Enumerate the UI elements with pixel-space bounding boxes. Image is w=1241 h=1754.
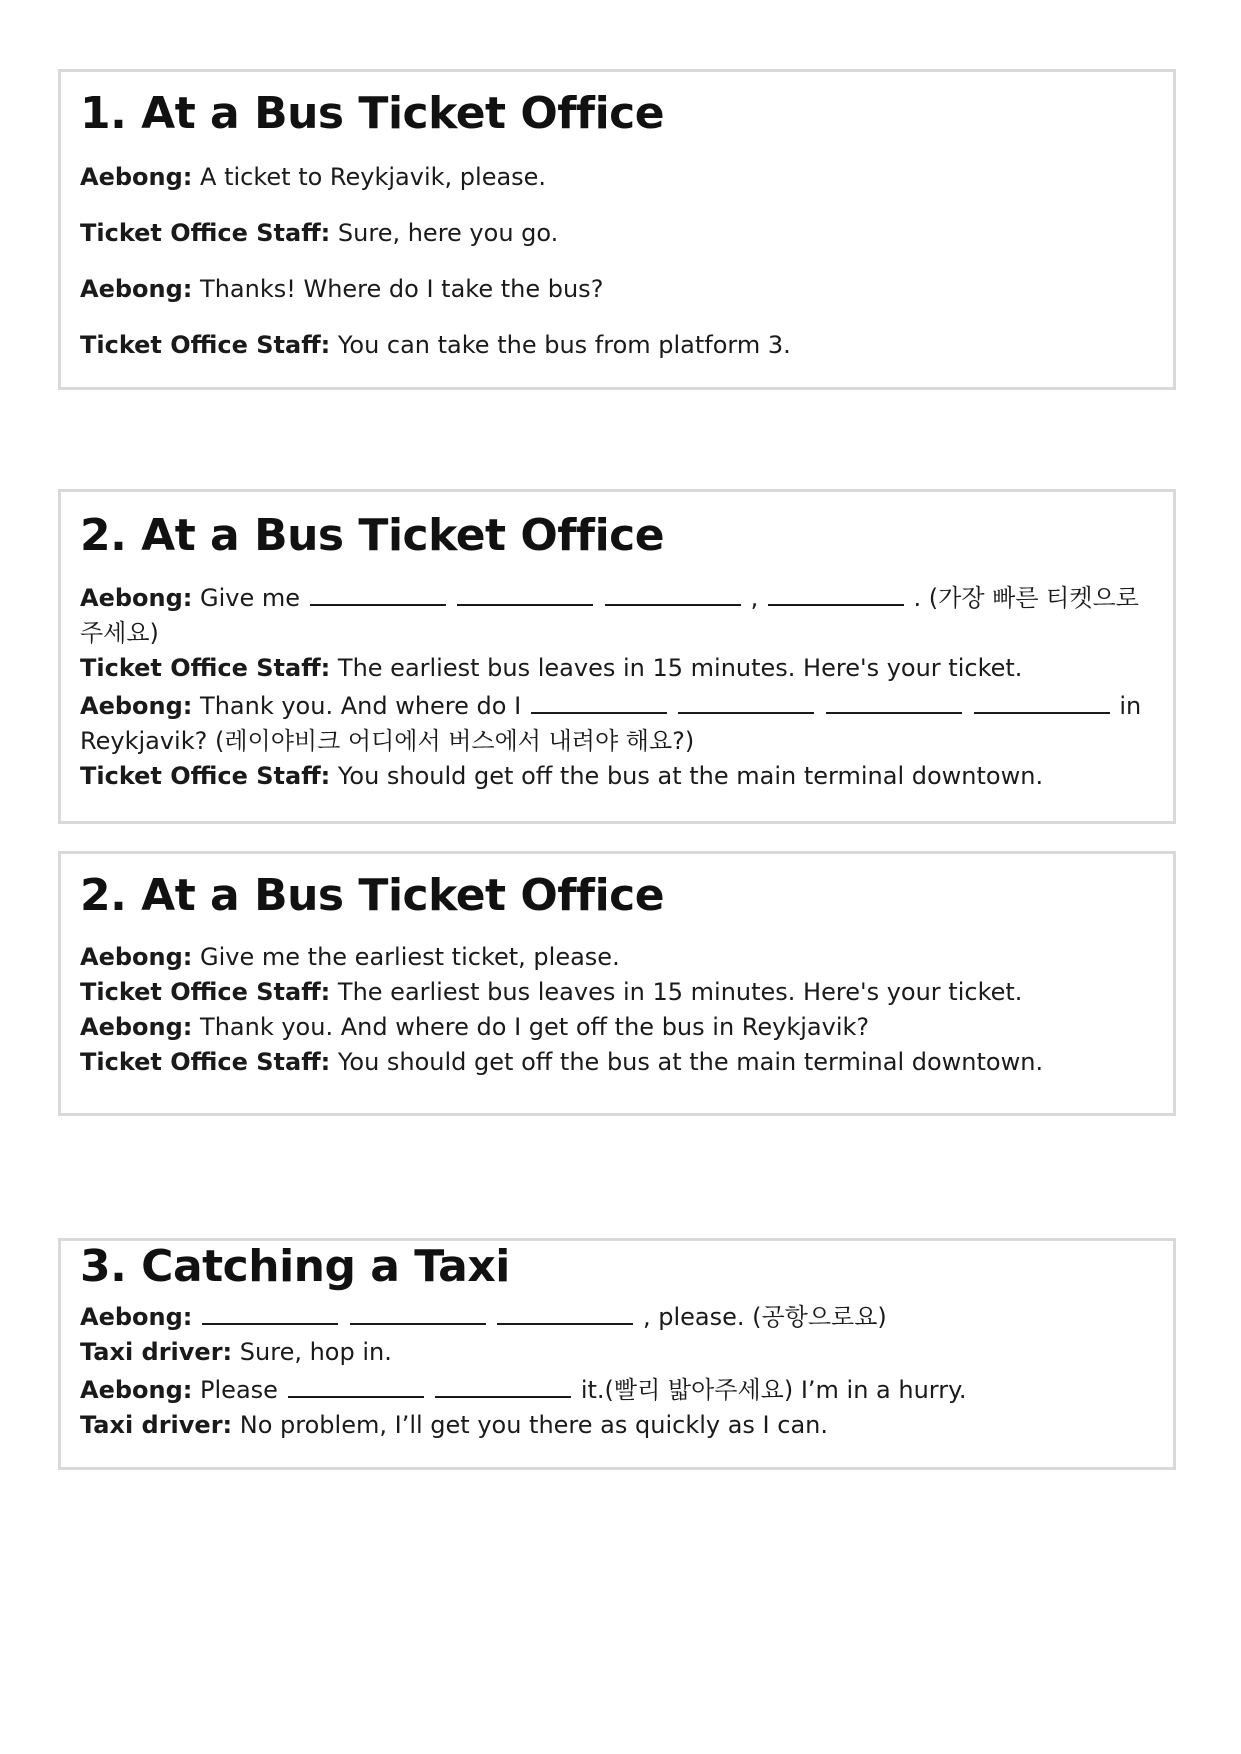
speaker-label: Aebong: (80, 1303, 193, 1331)
section-title: 3. Catching a Taxi (80, 1241, 510, 1292)
dialogue-text: . (가장 빠른 티켓으로 주세요) (80, 584, 1139, 647)
speaker-label: Ticket Office Staff: (80, 762, 331, 790)
dialogue-line (80, 272, 1154, 307)
speaker-label: Aebong: (80, 275, 193, 303)
dialogue-text: in Reykjavik? (레이야비크 어디에서 버스에서 내려야 해요?) (80, 692, 1142, 755)
speaker-label: Aebong: (80, 943, 193, 971)
dialogue-text: Sure, hop in. (239, 1338, 392, 1366)
dialogue-text: Give me the earliest ticket, please. (200, 943, 620, 971)
dialogue-line (80, 1297, 1154, 1335)
dialogue-line (80, 1045, 1154, 1080)
dialogue-line (80, 759, 1154, 794)
answer-blank[interactable] (497, 1297, 633, 1325)
dialogue-line (80, 1335, 1154, 1370)
dialogue-text: Please (200, 1376, 278, 1404)
dialogue-line (80, 975, 1154, 1010)
dialogue-card-catching-a-taxi (58, 1238, 1176, 1470)
dialogue-text: You can take the bus from platform 3. (337, 331, 791, 359)
dialogue-text: The earliest bus leaves in 15 minutes. Here's your ticket. (337, 978, 1023, 1006)
dialogue-text: The earliest bus leaves in 15 minutes. Here's your ticket. (337, 654, 1023, 682)
dialogue-line (80, 651, 1154, 686)
speaker-label: Ticket Office Staff: (80, 978, 331, 1006)
dialogue-line (80, 1010, 1154, 1045)
speaker-label: Aebong: (80, 584, 193, 612)
dialogue-card-bus-ticket-office-exercise (58, 489, 1176, 824)
dialogue-line (80, 578, 1154, 651)
dialogue-line (80, 328, 1154, 363)
speaker-label: Taxi driver: (80, 1338, 233, 1366)
speaker-label: Aebong: (80, 1376, 193, 1404)
answer-blank[interactable] (531, 686, 667, 714)
dialogue-text: it.(빨리 밟아주세요) I’m in a hurry. (580, 1376, 967, 1404)
dialogue-text: Thanks! Where do I take the bus? (200, 275, 604, 303)
dialogue-line (80, 1408, 1154, 1443)
answer-blank[interactable] (678, 686, 814, 714)
dialogue-text: You should get off the bus at the main terminal downtown. (337, 1048, 1044, 1076)
answer-blank[interactable] (435, 1370, 571, 1398)
dialogue-card-bus-ticket-office-1 (58, 69, 1176, 390)
answer-blank[interactable] (202, 1297, 338, 1325)
dialogue-text: Give me (200, 584, 301, 612)
dialogue-text: Thank you. And where do I get off the bus in Reykjavik? (200, 1013, 870, 1041)
dialogue-text: A ticket to Reykjavik, please. (200, 163, 547, 191)
dialogue-line (80, 1370, 1154, 1408)
answer-blank[interactable] (288, 1370, 424, 1398)
dialogue-text: , (750, 584, 759, 612)
dialogue-text: Sure, here you go. (337, 219, 559, 247)
speaker-label: Aebong: (80, 692, 193, 720)
dialogue-line (80, 686, 1154, 759)
answer-blank[interactable] (310, 578, 446, 606)
dialogue-line (80, 216, 1154, 251)
speaker-label: Ticket Office Staff: (80, 1048, 331, 1076)
dialogue-line (80, 160, 1154, 195)
speaker-label: Aebong: (80, 163, 193, 191)
answer-blank[interactable] (457, 578, 593, 606)
speaker-label: Ticket Office Staff: (80, 331, 331, 359)
answer-blank[interactable] (350, 1297, 486, 1325)
dialogue-text: You should get off the bus at the main terminal downtown. (337, 762, 1044, 790)
dialogue-line (80, 940, 1154, 975)
section-title: 1. At a Bus Ticket Office (80, 88, 665, 139)
section-title: 2. At a Bus Ticket Office (80, 870, 665, 921)
speaker-label: Aebong: (80, 1013, 193, 1041)
answer-blank[interactable] (768, 578, 904, 606)
answer-blank[interactable] (974, 686, 1110, 714)
speaker-label: Taxi driver: (80, 1411, 233, 1439)
section-title: 2. At a Bus Ticket Office (80, 510, 665, 561)
dialogue-text: , please. (공항으로요) (642, 1303, 887, 1331)
speaker-label: Ticket Office Staff: (80, 654, 331, 682)
answer-blank[interactable] (826, 686, 962, 714)
dialogue-card-bus-ticket-office-answers (58, 851, 1176, 1116)
dialogue-text: No problem, I’ll get you there as quickly as I can. (239, 1411, 829, 1439)
dialogue-text: Thank you. And where do I (200, 692, 522, 720)
answer-blank[interactable] (605, 578, 741, 606)
speaker-label: Ticket Office Staff: (80, 219, 331, 247)
